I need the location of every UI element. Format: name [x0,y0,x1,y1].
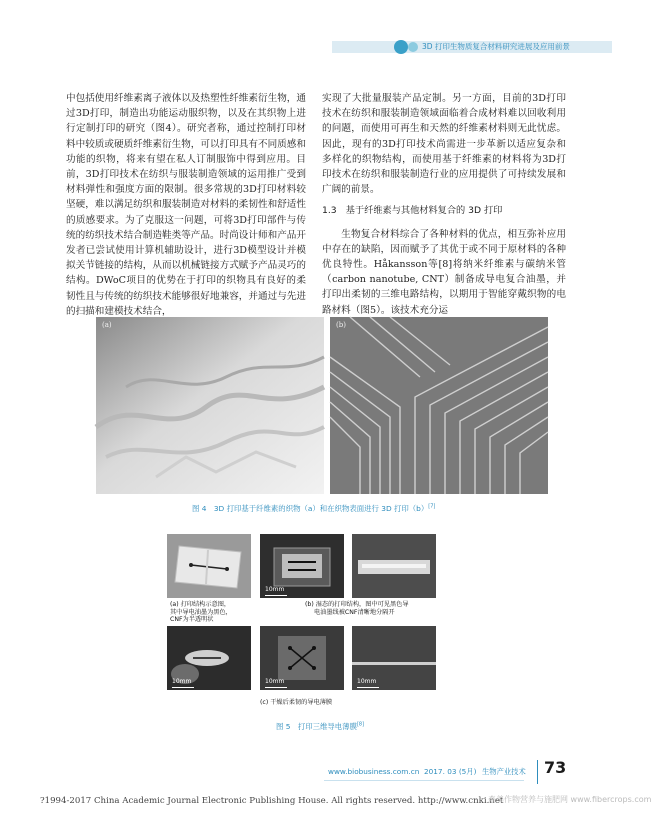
journal-logo-icon [394,40,408,54]
figure5-caption-c: (c) 干燥后柔韧的导电薄膜 [260,699,333,706]
right-paragraph-2: 生物复合材料综合了各种材料的优点，相互弥补应用中存在的缺陷，因而赋予了其优于或不同于原材料的各种优良特性。Håkansson等[8]将纳米纤维素与碳纳米管（carbon nanotube, CNT）制备成导电复合油墨，并打印出柔韧的三维电路结构，以期用于智能穿戴织物的电路材料（图5）。该技术充分运 [322,228,566,316]
panel-a-label: (a) [102,321,112,329]
figure5-caption-ref: [8] [356,721,365,728]
figure5-caption-b [305,601,445,616]
running-header [332,41,612,53]
scale-bar [265,687,287,688]
left-column [66,91,306,319]
caption-a-line2: 其中导电油墨为黑色， [170,608,232,616]
panel-b-label: (b) [336,321,346,329]
figure5-image-c2 [260,626,344,690]
page-number-divider [537,760,538,784]
left-paragraph: 中包括使用纤维素离子液体以及热塑性纤维素衍生物，通过3D打印，制造出功能运动服织物，以及在其织物上进行定制打印的研究（图4）。研究者称，通过控制打印材料中较质或硬质纤维素衍生物，可以打印具有不同质感和功能的织物，将来有望在私人订制服饰中得到应用。目前，3D打印技术在纺织与服装制造领域的运用推广受到材料弹性和强度方面的限制。很多常规的3D打印材料较坚硬，难以满足纺织和服装制造对材料的柔韧性和舒适性的质感要求。为了克服这一问题，可将3D打印部件与传统的纺织技术结合制造鞋类等产品。时尚设计师和产品开发者已尝试使用计算机辅助设计，进行3D模型设计并模拟关节链接的结构，从而以机械链接方式赋予产品灵巧的结构。DWoC项目的优势在于打印的织物具有良好的柔韧性且与传统的纺织技术能够很好地兼容，并通过与先进的扫描和建模技术结合， [66,93,306,317]
scale-label: 10mm [265,586,285,593]
right-column [322,91,566,318]
watermark: 森美作物营养与施肥网 www.fibercrops.com [488,795,651,804]
print-schematic-image [167,534,251,598]
fabric-surface-print-image [330,317,548,494]
figure5-caption-text: 图 5 打印三维导电薄膜 [276,722,357,731]
figure4-caption-text: 图 4 3D 打印基于纤维素的织物（a）和在织物表面进行 3D 打印（b） [192,504,429,513]
footer-journal: 生物产业技术 [482,767,526,776]
figure5-image-b2 [352,534,436,598]
figure5-image-c3 [352,626,436,690]
figure5-image-c1 [167,626,251,690]
scale-bar [265,595,287,596]
scale-bar [172,687,194,688]
figure5-image-a [167,534,251,598]
caption-a-line1: (a) 打印结构示意图， [170,601,231,608]
right-paragraph-1: 实现了大批量服装产品定制。另一方面，目前的3D打印技术在纺织和服装制造领域面临着合成材料难以回收利用的问题，而使用可再生和天然的纤维素材料则无此忧虑。因此，现有的3D打印技术尚需进一步革新以适应复杂和多样化的织物结构，而使用基于纤维素的材料将为3D打印技术在纺织和服装制造行业的应用提供了可持续发展和广阔的前景。 [322,93,566,196]
figure4-panel-a [96,317,324,494]
figure5-caption-a [170,601,258,624]
wet-structure-side-image [352,534,436,598]
journal-logo-dot-icon [408,42,418,52]
figure4-caption-ref: [7] [428,503,436,510]
figure4-caption [192,503,435,514]
figure5-caption [276,721,364,732]
scale-label: 10mm [357,678,377,685]
fabric-printed-image [96,317,324,494]
section-heading: 1.3 基于纤维素与其他材料复合的 3D 打印 [322,205,503,217]
copyright-line: ?1994-2017 China Academic Journal Electronic Publishing House. All rights reserved. http://www.cnki.net [40,796,504,806]
figure4-panel-b [330,317,548,494]
footer-website: www.biobusiness.com.cn [328,767,420,776]
page-number: 73 [544,758,567,777]
caption-b-line2: 电油墨线被CNF清晰地分隔开 [314,608,395,616]
scale-label: 10mm [172,678,192,685]
caption-b-line1: (b) 湿态的打印结构，图中可见黑色导 [305,601,409,608]
scale-label: 10mm [265,678,285,685]
footer-issue: 2017. 03 (5月) [424,767,477,776]
caption-a-line3: CNF为半透明状 [170,616,214,624]
scale-bar [357,687,379,688]
running-title: 3D 打印生物质复合材料研究进展及应用前景 [422,42,570,51]
figure5-image-b1 [260,534,344,598]
